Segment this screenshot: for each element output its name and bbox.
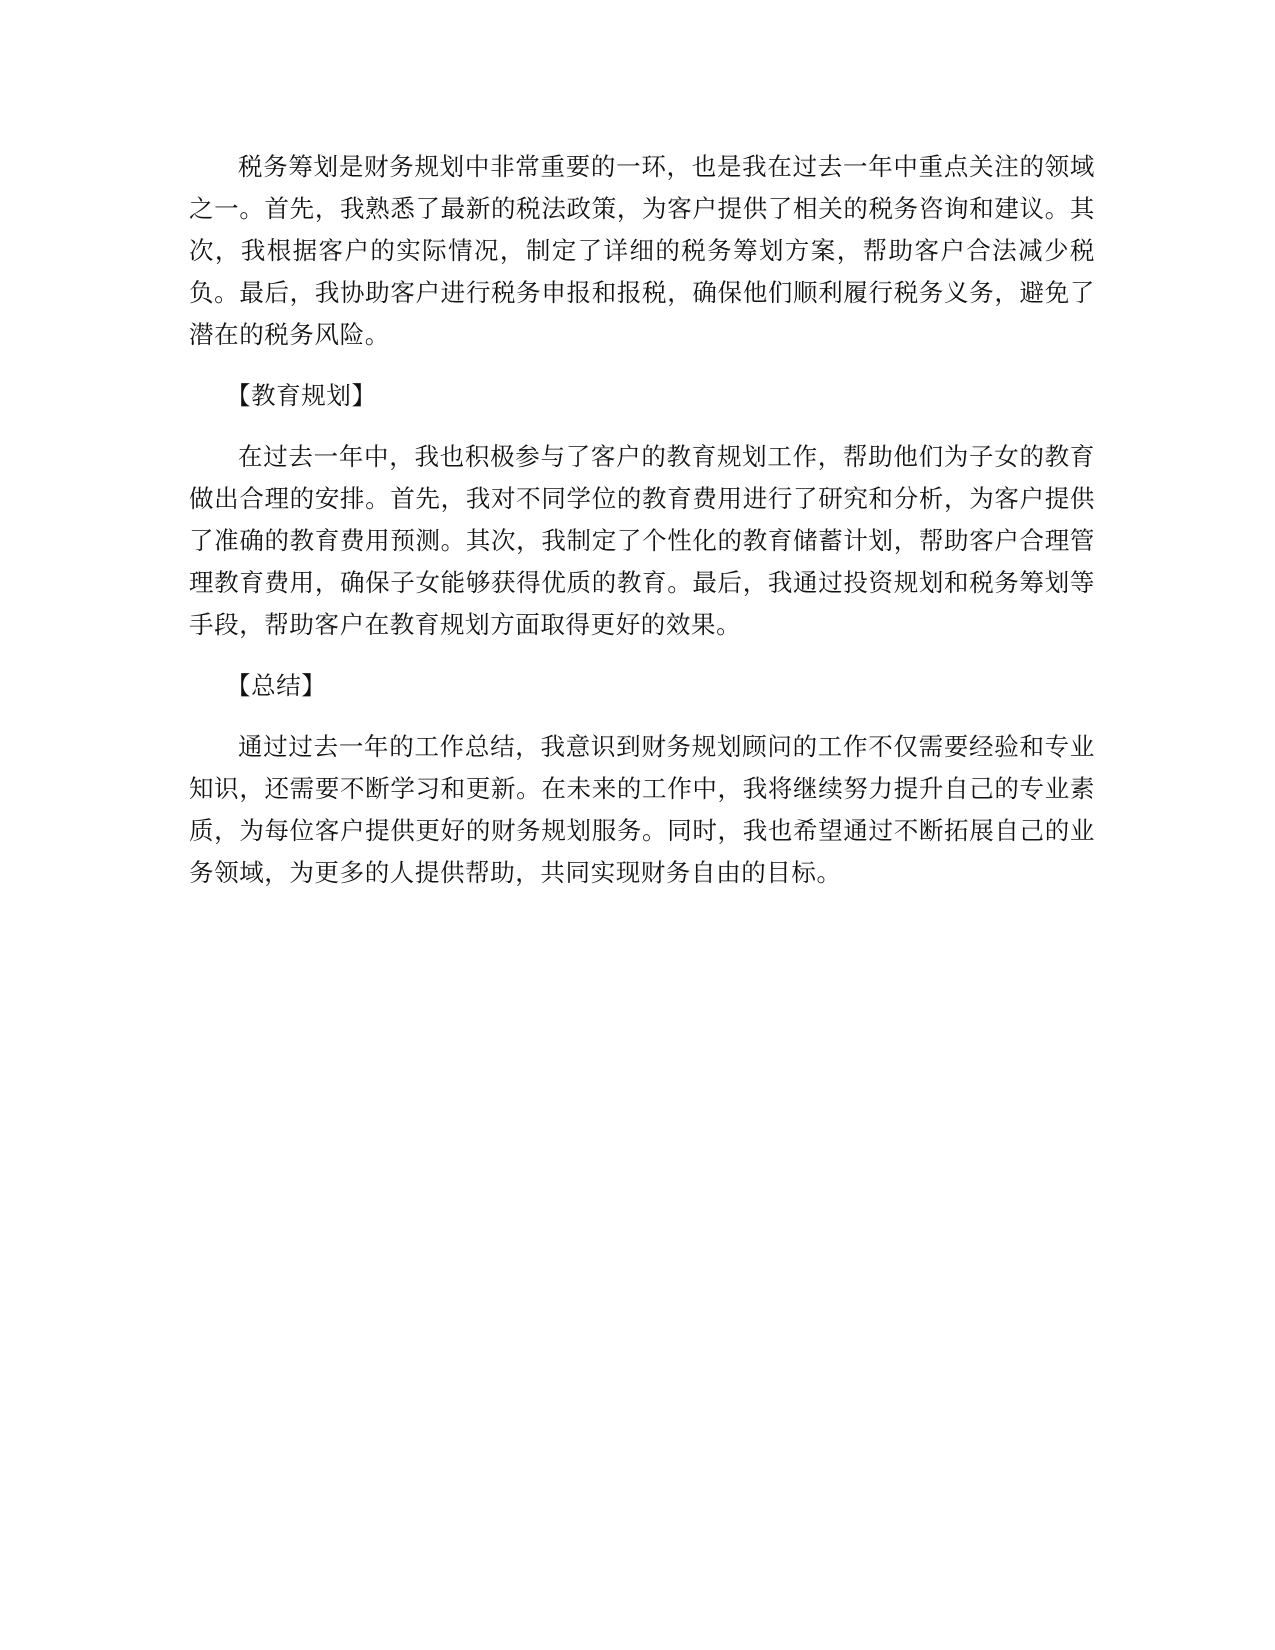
education-planning-heading: 【教育规划】 [226,381,377,410]
education-planning-paragraph: 在过去一年中，我也积极参与了客户的教育规划工作，帮助他们为子女的教育做出合理的安排。首先，我对不同学位的教育费用进行了研究和分析，为客户提供了准确的教育费用预测。其次，我制定了个性化的教育储蓄计划，帮助客户合理管理教育费用，确保子女能够获得优质的教育。最后，我通过投资规划和税务筹划等手段，帮助客户在教育规划方面取得更好的效果。 [189,442,1095,639]
tax-planning-paragraph: 税务筹划是财务规划中非常重要的一环，也是我在过去一年中重点关注的领域之一。首先，我熟悉了最新的税法政策，为客户提供了相关的税务咨询和建议。其次，我根据客户的实际情况，制定了详细的税务筹划方案，帮助客户合法减少税负。最后，我协助客户进行税务申报和报税，确保他们顺利履行税务义务，避免了潜在的税务风险。 [189,152,1095,349]
summary-paragraph: 通过过去一年的工作总结，我意识到财务规划顾问的工作不仅需要经验和专业知识，还需要不断学习和更新。在未来的工作中，我将继续努力提升自己的专业素质，为每位客户提供更好的财务规划服务。同时，我也希望通过不断拓展自己的业务领域，为更多的人提供帮助，共同实现财务自由的目标。 [189,732,1095,887]
summary-heading: 【总结】 [226,671,327,700]
document-body [189,146,1095,913]
